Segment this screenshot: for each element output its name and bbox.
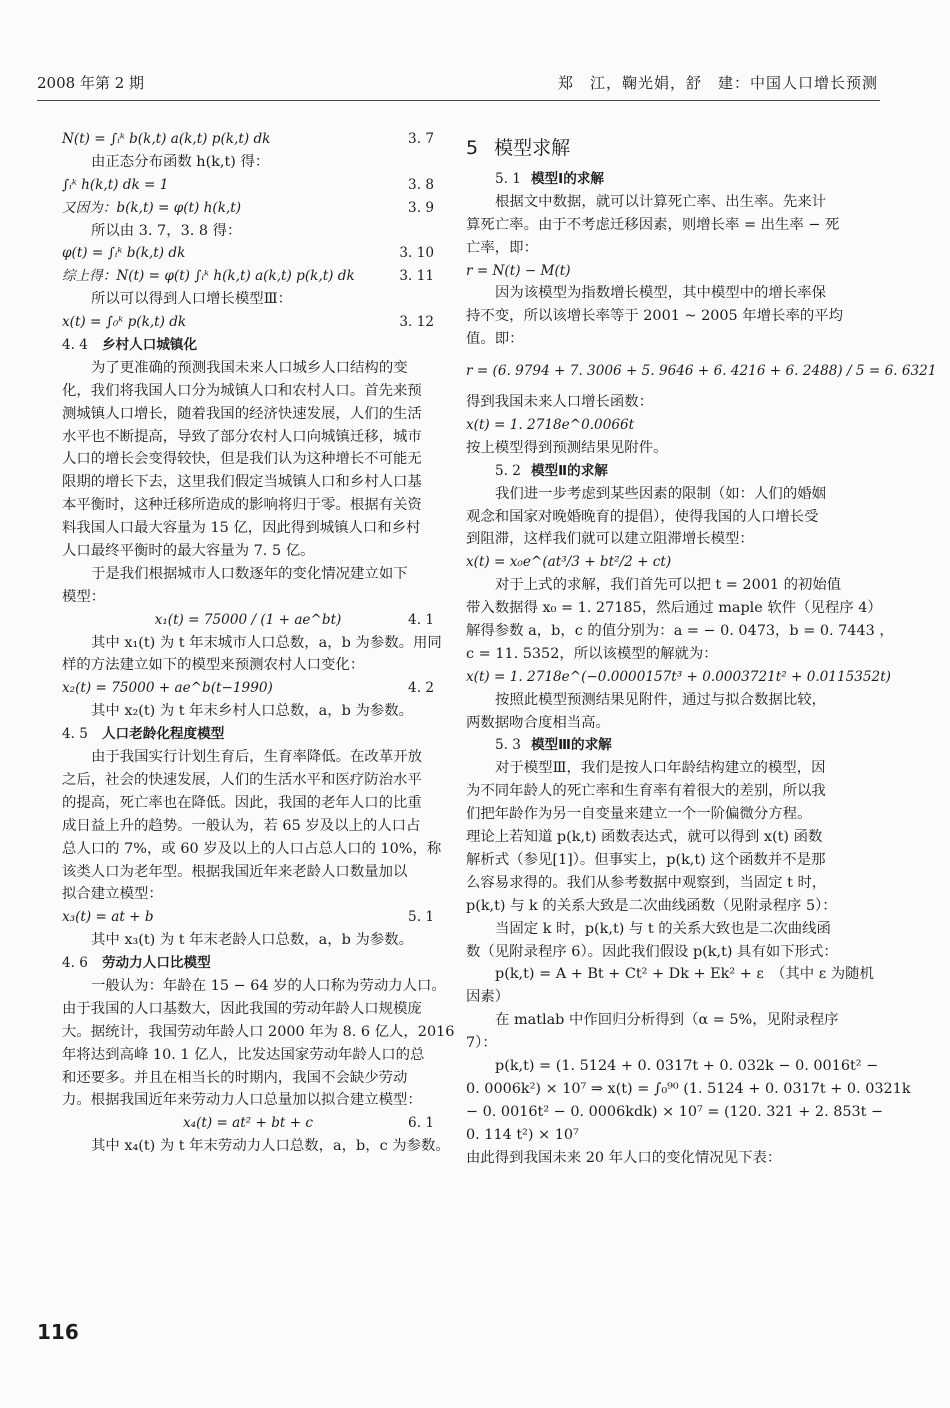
- section-number: 5. 1: [495, 171, 521, 187]
- line-text: x₃(t) = at + b: [62, 909, 154, 926]
- paragraph-line: [466, 1124, 878, 1147]
- section-number: 4. 6: [62, 955, 88, 972]
- line-text: 其中 x₂(t) 为 t 年末乡村人口总数，a，b 为参数。: [91, 703, 413, 720]
- line-text: 亡率，即：: [466, 239, 538, 256]
- running-header-title: 郑 江，鞠光娟，舒 建：中国人口增长预测: [557, 74, 878, 92]
- paragraph-line: [62, 540, 434, 563]
- paragraph-line: [466, 643, 878, 666]
- section-number: 4. 4: [62, 337, 88, 354]
- paragraph-line: [466, 1101, 884, 1124]
- paragraph-line: [62, 792, 434, 815]
- line-text: 模型求解: [494, 137, 571, 159]
- line-text: 其中 x₁(t) 为 t 年末城市人口总数，a，b 为参数。用同: [91, 634, 442, 651]
- paragraph-line: [62, 838, 442, 861]
- paragraph-line: [466, 483, 878, 506]
- line-text: 0. 114 t²) × 10⁷: [466, 1126, 579, 1143]
- equation-number: 3. 10: [399, 245, 434, 262]
- paragraph-line: [466, 895, 878, 918]
- paragraph-line: [62, 746, 434, 769]
- line-text: 0. 0006k²) × 10⁷ ⇒ x(t) = ∫₀⁹⁰ (1. 5124 + 0. 0317t + 0. 0321k: [466, 1080, 911, 1097]
- line-text: 到阻滞，这样我们就可以建立阻滞增长模型：: [466, 531, 754, 548]
- line-text: 值。即：: [466, 331, 524, 348]
- line-text: 根据文中数据，就可以计算死亡率、出生率。先来计: [495, 193, 826, 210]
- line-text: 人口最终平衡时的最大容量为 7. 5 亿。: [62, 543, 315, 560]
- paragraph-line: [466, 1147, 878, 1170]
- line-text: N(t) = ∫ᵢᵏ b(k,t) a(k,t) p(k,t) dk: [62, 131, 271, 147]
- section-number: 4. 5: [62, 726, 88, 743]
- running-header-issue: 2008 年第 2 期: [37, 74, 145, 92]
- paragraph-line: [62, 998, 434, 1021]
- paragraph-line: [62, 357, 434, 380]
- line-text: 其中 x₃(t) 为 t 年末老龄人口总数，a，b 为参数。: [91, 932, 413, 949]
- equation-number: 4. 2: [408, 680, 434, 697]
- line-text: 因素）: [466, 989, 510, 1006]
- line-text: 乡村人口城镇化: [101, 337, 198, 354]
- line-text: p(k,t) = A + Bt + Ct² + Dk + Ek² + ε （其中 ε 为随机: [495, 966, 874, 983]
- equation-line: [466, 551, 878, 574]
- line-text: 所以可以得到人口增长模型Ⅲ：: [91, 291, 292, 308]
- line-text: 为了更准确的预测我国未来人口城乡人口结构的变: [91, 359, 408, 376]
- line-text: 人口的增长会变得较快，但是我们认为这种增长不可能无: [62, 451, 422, 468]
- line-text: 为不同年龄人的死亡率和生育率有着很大的差别，所以我: [466, 783, 826, 800]
- paragraph-line: [466, 963, 878, 986]
- line-text: x₄(t) = at² + bt + c: [182, 1115, 314, 1132]
- paragraph-line: [466, 574, 878, 597]
- line-text: 在 matlab 中作回归分析得到（α = 5%，见附录程序: [495, 1012, 839, 1029]
- equation-line: [466, 666, 891, 689]
- paragraph-line: [466, 941, 878, 964]
- line-text: 对于模型Ⅲ，我们是按人口年龄结构建立的模型，因: [495, 760, 826, 777]
- line-text: 得到我国未来人口增长函数：: [466, 394, 654, 411]
- paragraph-line: [62, 1067, 434, 1090]
- paragraph-line: [466, 620, 894, 643]
- equation-number: 5. 1: [408, 909, 434, 926]
- paragraph-line: [62, 1135, 450, 1158]
- line-text: 由于我国的人口基数大，因此我国的劳动年龄人口规模庞: [62, 1000, 422, 1017]
- paragraph-line: [466, 872, 878, 895]
- equation-line: [62, 311, 434, 334]
- line-text: 限期的增长下去，这里我们假定当城镇人口和乡村人口基: [62, 474, 422, 491]
- line-text: 的提高，死亡率也在降低。因此，我国的老年人口的比重: [62, 794, 422, 811]
- line-text: 成日益上升的趋势。一般认为，若 65 岁及以上的人口占: [62, 817, 421, 834]
- line-text: 水平也不断提高，导致了部分农村人口向城镇迁移，城市: [62, 428, 422, 445]
- line-text: p(k,t) 与 k 的关系大致是二次曲线函数（见附录程序 5）：: [466, 897, 837, 914]
- paragraph-line: [466, 986, 878, 1009]
- paragraph-line: [466, 803, 878, 826]
- section-heading: [62, 952, 434, 975]
- line-text: 力。根据我国近年来劳动力人口总量加以拟合建立模型：: [62, 1092, 422, 1109]
- paragraph-line: [466, 597, 882, 620]
- line-text: 由此得到我国未来 20 年人口的变化情况见下表：: [466, 1149, 782, 1166]
- paragraph-line: [62, 380, 434, 403]
- line-text: 又因为：b(k,t) = φ(t) h(k,t): [62, 199, 242, 216]
- equation-line: [62, 242, 434, 265]
- line-text: 由于我国实行计划生育后，生育率降低。在改革开放: [91, 749, 422, 766]
- line-text: 因为该模型为指数增长模型，其中模型中的增长率保: [495, 285, 826, 302]
- equation-line: [62, 174, 434, 197]
- equation-number: 6. 1: [408, 1115, 434, 1132]
- paragraph-line: [466, 237, 878, 260]
- line-text: 们把年龄作为另一自变量来建立一个一阶偏微分方程。: [466, 806, 812, 823]
- section-heading: [466, 168, 878, 191]
- paragraph-line: [62, 654, 434, 677]
- line-text: 算死亡率。由于不考虑迁移因素，则增长率 = 出生率 − 死: [466, 216, 840, 233]
- line-text: 按照此模型预测结果见附件，通过与拟合数据比较，: [495, 691, 826, 708]
- line-text: 数（见附录程序 6）。因此我们假设 p(k,t) 具有如下形式：: [466, 943, 838, 960]
- line-text: 我们进一步考虑到某些因素的限制（如：人们的婚姻: [495, 485, 826, 502]
- line-text: 对于上式的求解，我们首先可以把 t = 2001 的初始值: [495, 577, 842, 594]
- line-text: 测城镇人口增长，随着我国的经济快速发展，人们的生活: [62, 405, 422, 422]
- left-column: [62, 128, 455, 1158]
- paragraph-line: [466, 849, 878, 872]
- paragraph-line: [62, 632, 442, 655]
- equation-number: 3. 12: [399, 314, 434, 331]
- line-text: 模型：: [62, 588, 106, 605]
- section-heading: [62, 723, 434, 746]
- section-number: 5. 3: [495, 737, 521, 754]
- paragraph-line: [466, 1055, 878, 1078]
- line-text: − 0. 0016t² − 0. 0006kdk) × 10⁷ = (120. 321 + 2. 853t −: [466, 1103, 884, 1120]
- line-text: 么容易求得的。我们从参考数据中观察到，当固定 t 时，: [466, 874, 827, 891]
- line-text: 大。据统计，我国劳动年龄人口 2000 年为 8. 6 亿人，2016: [62, 1023, 455, 1040]
- paragraph-line: [466, 1032, 878, 1055]
- line-text: ∫ᵢᵏ h(k,t) dk = 1: [62, 176, 169, 193]
- line-text: 模型Ⅰ的求解: [530, 171, 604, 187]
- line-text: 解析式（参见[1]）。但事实上，p(k,t) 这个函数并不是那: [466, 851, 826, 868]
- paragraph-line: [62, 883, 434, 906]
- line-text: 本平衡时，这种迁移所造成的影响将归于零。根据有关资: [62, 497, 422, 514]
- equation-line: [466, 351, 937, 391]
- line-text: x(t) = ∫₀ᵏ p(k,t) dk: [62, 314, 187, 331]
- paragraph-line: [62, 471, 434, 494]
- equation-line: [62, 677, 434, 700]
- line-text: x₂(t) = 75000 + ae^b(t−1990): [62, 680, 273, 697]
- line-text: p(k,t) = (1. 5124 + 0. 0317t + 0. 032k − 0. 0016t² −: [495, 1057, 879, 1074]
- line-text: 人口老龄化程度模型: [101, 726, 225, 743]
- header-rule: [37, 100, 880, 101]
- section-heading: [466, 734, 878, 757]
- paragraph-line: [62, 448, 434, 471]
- paragraph-line: [62, 975, 446, 998]
- line-text: 综上得：N(t) = φ(t) ∫ᵢᵏ h(k,t) a(k,t) p(k,t) dk: [62, 268, 355, 285]
- line-text: 解得参数 a，b，c 的值分别为：a = − 0. 0473，b = 0. 7443 ，: [466, 623, 894, 640]
- paragraph-line: [62, 426, 434, 449]
- paragraph-line: [62, 494, 434, 517]
- equation-line: [62, 1112, 434, 1135]
- equation-line: [62, 906, 434, 929]
- section-title: [466, 128, 878, 168]
- line-text: x(t) = 1. 2718e^0.0066t: [466, 417, 635, 434]
- equation-number: 3. 7: [408, 131, 434, 147]
- line-text: 带入数据得 x₀ = 1. 27185，然后通过 maple 软件（见程序 4）: [466, 600, 882, 617]
- paragraph-line: [62, 700, 434, 723]
- equation-number: 4. 1: [408, 611, 434, 628]
- paragraph-line: [466, 282, 878, 305]
- page-number: 116: [37, 1320, 79, 1344]
- equation-line: [466, 260, 878, 283]
- line-text: c = 11. 5352，所以该模型的解就为：: [466, 645, 718, 662]
- line-text: x(t) = x₀e^(at³/3 + bt²/2 + ct): [466, 554, 672, 571]
- paragraph-line: [62, 151, 434, 174]
- line-text: 总人口的 7%，或 60 岁及以上的人口占总人口的 10%，称: [62, 840, 442, 857]
- paragraph-line: [62, 1044, 434, 1067]
- paragraph-line: [466, 1009, 878, 1032]
- equation-number: 3. 8: [408, 176, 434, 193]
- paragraph-line: [62, 815, 434, 838]
- paragraph-line: [62, 929, 434, 952]
- paragraph-line: [62, 220, 434, 243]
- section-heading: [466, 460, 878, 483]
- line-text: 模型Ⅲ的求解: [530, 737, 612, 754]
- paragraph-line: [62, 288, 434, 311]
- line-text: 和还要多。并且在相当长的时期内，我国不会缺少劳动: [62, 1069, 408, 1086]
- line-text: 持不变，所以该增长率等于 2001 ~ 2005 年增长率的平均: [466, 308, 844, 325]
- section-number: 5: [466, 137, 479, 159]
- line-text: 观念和国家对晚婚晚育的提倡），使得我国的人口增长受: [466, 508, 819, 525]
- paragraph-line: [466, 712, 878, 735]
- line-text: 一般认为：年龄在 15 − 64 岁的人口称为劳动力人口。: [91, 977, 446, 994]
- paragraph-line: [466, 506, 878, 529]
- equation-line: [466, 414, 878, 437]
- paragraph-line: [466, 780, 878, 803]
- line-text: r = N(t) − M(t): [466, 262, 571, 279]
- equation-line: [62, 128, 434, 151]
- section-number: 5. 2: [495, 462, 521, 479]
- line-text: r = (6. 9794 + 7. 3006 + 5. 9646 + 6. 4216 + 6. 2488) / 5 = 6. 6321: [466, 363, 937, 380]
- paragraph-line: [62, 586, 434, 609]
- equation-number: 3. 9: [408, 199, 434, 216]
- right-column: [466, 128, 937, 1169]
- paragraph-line: [466, 391, 878, 414]
- line-text: x(t) = 1. 2718e^(−0.0000157t³ + 0.0003721t² + 0.0115352t): [466, 668, 891, 685]
- line-text: 模型Ⅱ的求解: [530, 462, 608, 479]
- paragraph-line: [466, 918, 878, 941]
- line-text: 由正态分布函数 h(k,t) 得：: [91, 153, 270, 170]
- line-text: 其中 x₄(t) 为 t 年末劳动力人口总数，a，b，c 为参数。: [91, 1138, 450, 1155]
- line-text: x₁(t) = 75000 / (1 + ae^bt): [154, 611, 342, 628]
- paragraph-line: [62, 861, 434, 884]
- equation-line: [62, 197, 434, 220]
- line-text: 所以由 3. 7，3. 8 得：: [91, 222, 242, 239]
- line-text: 当固定 k 时，p(k,t) 与 t 的关系大致也是二次曲线函: [495, 920, 831, 937]
- line-text: φ(t) = ∫ᵢᵏ b(k,t) dk: [62, 245, 186, 262]
- equation-line: [62, 265, 434, 288]
- paragraph-line: [62, 563, 434, 586]
- line-text: 化，我们将我国人口分为城镇人口和农村人口。首先来预: [62, 382, 422, 399]
- line-text: 该类人口为老年型。根据我国近年来老龄人口数量加以: [62, 863, 408, 880]
- equation-line: [62, 609, 434, 632]
- paragraph-line: [62, 517, 434, 540]
- paragraph-line: [466, 437, 878, 460]
- paragraph-line: [62, 1021, 455, 1044]
- line-text: 7）：: [466, 1035, 497, 1052]
- paragraph-line: [62, 403, 434, 426]
- paragraph-line: [62, 769, 434, 792]
- paragraph-line: [466, 826, 878, 849]
- line-text: 于是我们根据城市人口数逐年的变化情况建立如下: [91, 565, 408, 582]
- line-text: 劳动力人口比模型: [101, 955, 211, 972]
- line-text: 之后，社会的快速发展，人们的生活水平和医疗防治水平: [62, 771, 422, 788]
- paragraph-line: [466, 689, 878, 712]
- line-text: 年将达到高峰 10. 1 亿人，比发达国家劳动年龄人口的总: [62, 1046, 425, 1063]
- paragraph-line: [466, 191, 878, 214]
- paragraph-line: [466, 328, 878, 351]
- line-text: 按上模型得到预测结果见附件。: [466, 439, 668, 456]
- section-heading: [62, 334, 434, 357]
- paragraph-line: [62, 1089, 434, 1112]
- line-text: 理论上若知道 p(k,t) 函数表达式，就可以得到 x(t) 函数: [466, 829, 823, 846]
- paragraph-line: [466, 528, 878, 551]
- line-text: 两数据吻合度相当高。: [466, 714, 610, 731]
- equation-number: 3. 11: [399, 268, 434, 285]
- paragraph-line: [466, 305, 878, 328]
- line-text: 拟合建立模型：: [62, 886, 163, 903]
- line-text: 料我国人口最大容量为 15 亿，因此得到城镇人口和乡村: [62, 520, 421, 537]
- line-text: 样的方法建立如下的模型来预测农村人口变化：: [62, 657, 365, 674]
- paragraph-line: [466, 757, 878, 780]
- paragraph-line: [466, 214, 878, 237]
- paragraph-line: [466, 1078, 911, 1101]
